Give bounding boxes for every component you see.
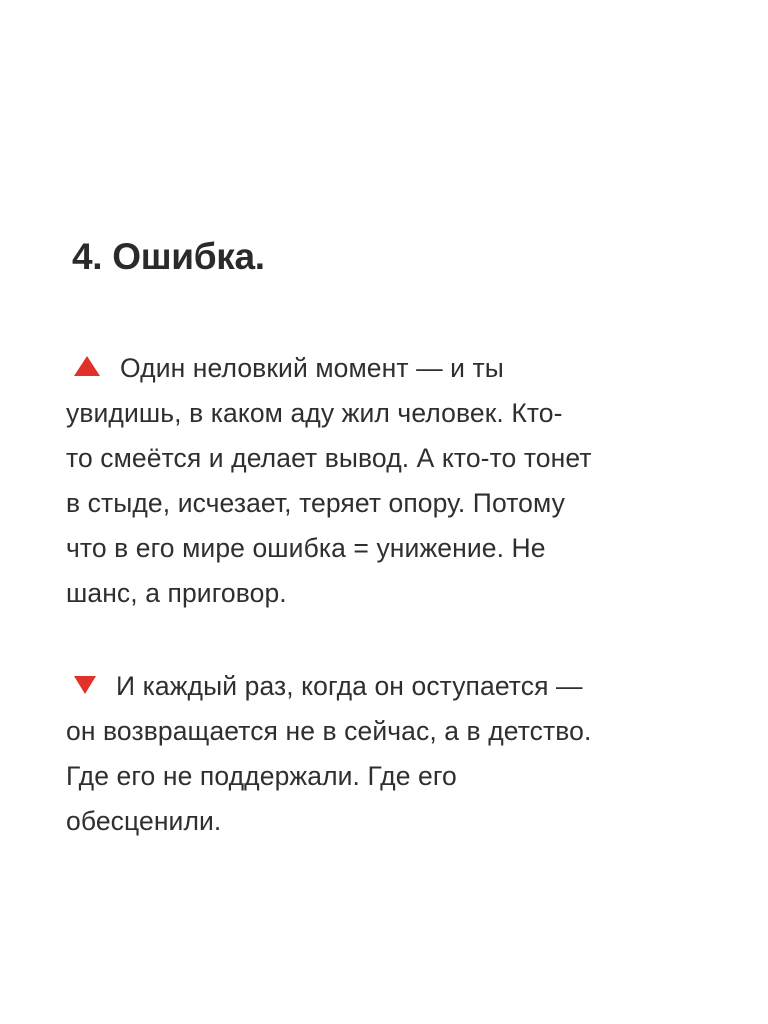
paragraph-1-line-6: шанс, а приговор. [66,578,287,608]
page-title: 4. Ошибка. [72,236,265,277]
paragraph-2-line-1 [66,664,716,709]
paragraph-1-line-3: то смеётся и делает вывод. А кто-то тонет [66,443,592,473]
paragraph-1 [66,346,716,616]
paragraph-2-line-2: он возвращается не в сейчас, а в детство. [66,716,592,746]
red-triangle-up-icon [74,356,100,376]
paragraph-2-line-1-text: И каждый раз, когда он оступается — [116,671,583,701]
paragraph-1-line-1 [66,346,716,391]
paragraph-1-line-4: в стыде, исчезает, теряет опору. Потому [66,488,565,518]
paragraph-1-line-5: что в его мире ошибка = унижение. Не [66,533,546,563]
red-triangle-down-icon [74,676,96,694]
paragraph-2-line-3: Где его не поддержали. Где его [66,761,457,791]
paragraph-2 [66,664,716,844]
paragraph-2-line-4: обесценили. [66,806,222,836]
paragraph-1-line-2: увидишь, в каком аду жил человек. Кто- [66,398,563,428]
paragraph-1-line-1-text: Один неловкий момент — и ты [120,353,504,383]
